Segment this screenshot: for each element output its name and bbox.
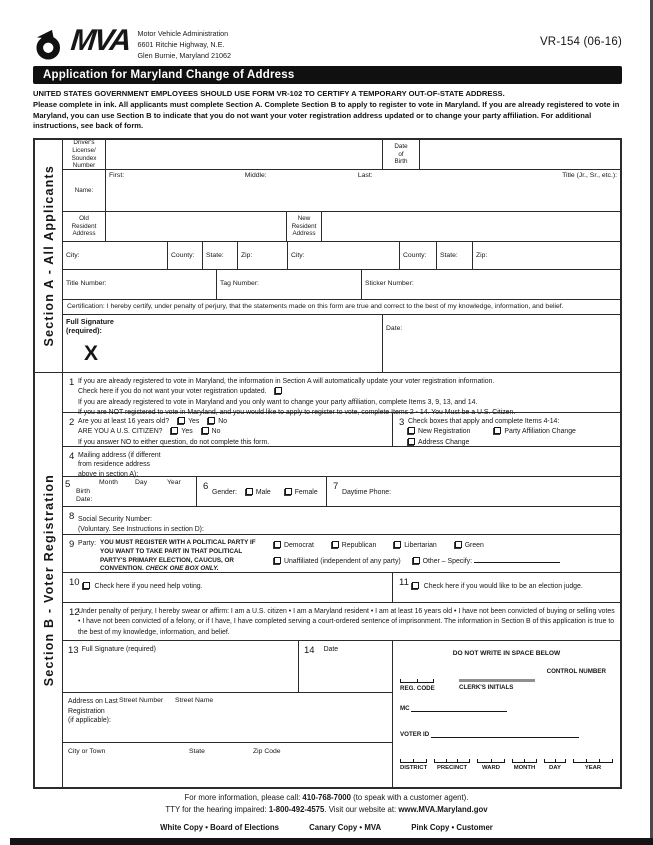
form-table bbox=[33, 138, 622, 789]
ward-comb bbox=[477, 759, 505, 763]
item-4-mailing-address-input[interactable]: 4 Mailing address (if different from residence address above in section A): bbox=[63, 447, 620, 476]
month-comb bbox=[512, 759, 537, 763]
item-5-number: 5 bbox=[65, 479, 71, 490]
mc-field: MC bbox=[400, 705, 507, 712]
clerks-initials-field: CLERK'S INITIALS bbox=[459, 679, 535, 691]
old-zip-input[interactable]: Zip: bbox=[238, 242, 288, 269]
ssn-voluntary-note: (Voluntary. See Instructions in section D): bbox=[78, 525, 204, 533]
item-14-date-input[interactable] bbox=[299, 641, 392, 692]
do-not-write-label: DO NOT WRITE IN SPACE BELOW bbox=[452, 650, 561, 657]
full-signature-label: Full Signature bbox=[66, 317, 114, 326]
party-green-checkbox[interactable] bbox=[455, 541, 462, 548]
age-no-checkbox[interactable] bbox=[208, 417, 215, 424]
item-8-number: 8 bbox=[69, 511, 75, 522]
item-3-number: 3 bbox=[399, 417, 405, 428]
gender-male-checkbox[interactable] bbox=[246, 488, 253, 495]
city-or-town-label: City or Town bbox=[68, 748, 106, 755]
item-5-birth-date-input[interactable]: 5 Month Day Year Birth Date: bbox=[63, 477, 197, 506]
party-unaffiliated-checkbox[interactable] bbox=[274, 557, 281, 564]
signature-date-input[interactable]: Date: bbox=[386, 325, 403, 332]
form-number: VR-154 (06-16) bbox=[539, 36, 622, 48]
item-4-number: 4 bbox=[69, 451, 75, 462]
citizen-question: ARE YOU A U.S. CITIZEN? bbox=[78, 428, 163, 436]
age-question: Are you at least 16 years old? bbox=[78, 418, 170, 425]
item-13-label: Full Signature (required) bbox=[81, 646, 156, 653]
reg-code-field: REG. CODE bbox=[400, 679, 434, 692]
control-number-label: CONTROL NUMBER bbox=[546, 668, 606, 675]
voter-id-line bbox=[431, 732, 579, 738]
item-10 bbox=[63, 573, 393, 602]
age-yes-checkbox[interactable] bbox=[178, 417, 185, 424]
party-democrat-checkbox[interactable] bbox=[274, 541, 281, 548]
gender-female-checkbox[interactable] bbox=[285, 488, 292, 495]
item-8-ssn-input[interactable] bbox=[63, 507, 620, 534]
election-judge-label: Check here if you would like to be an election judge. bbox=[423, 583, 583, 590]
mc-line bbox=[411, 706, 507, 712]
title-number-input[interactable]: Title Number: bbox=[63, 270, 217, 299]
footer-info-line: For more information, please call: 410-768-7000 (to speak with a customer agent). bbox=[184, 793, 469, 802]
date-of-birth-input[interactable] bbox=[420, 140, 620, 169]
voter-id-field: VOTER ID bbox=[400, 731, 579, 738]
oath-text: Under penalty of perjury, I hereby swear or affirm: I am a U.S. citizen • I am a Maryland resident • I am at least 16 years old • I have not been convicted of buying or selling votes • I have not been convicted of a felony, or if I have, I have completed serving a court-ordered sentence of imprisonment. The information in Section B of this application is true to the best of my knowledge, information, and belief. bbox=[78, 608, 615, 636]
help-voting-label: Check here if you need help voting. bbox=[94, 583, 203, 590]
election-judge-checkbox[interactable] bbox=[412, 582, 419, 589]
last-name-label: Last: bbox=[357, 172, 373, 179]
state-label: State bbox=[189, 748, 205, 755]
new-resident-address-label: New Resident Address bbox=[287, 212, 322, 241]
new-registration-checkbox[interactable] bbox=[408, 427, 415, 434]
tag-number-input[interactable]: Tag Number: bbox=[217, 270, 362, 299]
item-1-line4: If you are NOT registered to vote in Maryland, and you would like to apply to register to vote, complete Items 2 - 14. You Must be a U.S. Citizen. bbox=[78, 409, 516, 417]
item-11-number: 11 bbox=[399, 577, 409, 588]
intro-instructions bbox=[33, 89, 622, 132]
new-city-input[interactable]: City: bbox=[288, 242, 400, 269]
street-name-label: Street Name bbox=[175, 697, 214, 704]
item-3-header: Check boxes that apply and complete Items 4-14: bbox=[408, 418, 560, 425]
agency-line: Motor Vehicle Administration bbox=[137, 29, 229, 38]
item-1-number: 1 bbox=[69, 377, 75, 388]
zip-code-label: Zip Code bbox=[253, 748, 281, 755]
drivers-license-label: Driver's License/ Soundex Number bbox=[63, 140, 106, 169]
item-7-number: 7 bbox=[333, 481, 339, 492]
item-7-daytime-phone-input[interactable] bbox=[327, 477, 620, 506]
name-label: Name: bbox=[63, 170, 106, 211]
copy-distribution: White Copy • Board of Elections Canary Copy • MVA Pink Copy • Customer bbox=[160, 823, 493, 833]
drivers-license-input[interactable] bbox=[106, 140, 383, 169]
new-zip-input[interactable]: Zip: bbox=[476, 252, 488, 259]
item-2-number: 2 bbox=[69, 417, 75, 428]
gender-label: Gender: bbox=[212, 489, 237, 496]
item-3: 3 Check boxes that apply and complete Items 4-14: New Registration Party Affiliation Change Address Change bbox=[393, 413, 620, 446]
address-on-last-registration-input[interactable] bbox=[63, 693, 392, 743]
district-precinct-combs: DISTRICT PRECINCT WARD MONTH DAY YEAR bbox=[400, 759, 613, 771]
citizen-yes-checkbox[interactable] bbox=[171, 427, 178, 434]
party-libertarian-checkbox[interactable] bbox=[394, 541, 401, 548]
new-resident-address-input[interactable] bbox=[322, 212, 620, 241]
certification-statement: Certification: I hereby certify, under penalty of perjury, that the statements made on this form are true and correct to the best of my knowledge, information, and belief. bbox=[67, 303, 564, 310]
item-9-party bbox=[63, 535, 620, 572]
item-12-oath bbox=[63, 603, 620, 640]
old-resident-address-input[interactable] bbox=[106, 212, 287, 241]
old-city-input[interactable]: City: bbox=[63, 242, 168, 269]
month-label: Month bbox=[99, 479, 118, 486]
party-republican-checkbox[interactable] bbox=[332, 541, 339, 548]
reg-code-comb bbox=[400, 679, 434, 683]
citizen-no-checkbox[interactable] bbox=[202, 427, 209, 434]
clerk-panel bbox=[393, 641, 620, 787]
party-options: Democrat Republican Libertarian Green Unaffiliated (independent of any party) Other – Specify: bbox=[268, 537, 617, 570]
year-comb bbox=[573, 759, 613, 763]
party-other-input[interactable] bbox=[474, 556, 560, 563]
sticker-number-input[interactable]: Sticker Number: bbox=[365, 280, 414, 287]
new-state-input[interactable]: State: bbox=[437, 242, 473, 269]
item-10-number: 10 bbox=[69, 577, 80, 588]
agency-address bbox=[137, 26, 231, 61]
old-county-input[interactable]: County: bbox=[168, 242, 203, 269]
website-url: www.MVA.Maryland.gov bbox=[398, 805, 488, 815]
section-a-label bbox=[35, 140, 62, 373]
item-12-number: 12 bbox=[69, 607, 80, 618]
mva-logo-text: MVA bbox=[69, 24, 132, 57]
date-of-birth-label: Date of Birth bbox=[383, 140, 420, 169]
address-change-checkbox[interactable] bbox=[408, 438, 415, 445]
new-county-input[interactable]: County: bbox=[400, 242, 437, 269]
daytime-phone-label: Daytime Phone: bbox=[342, 489, 392, 496]
help-voting-checkbox[interactable] bbox=[83, 582, 90, 589]
party-label: Party: bbox=[78, 540, 96, 547]
city-state-zip-input[interactable] bbox=[63, 743, 392, 787]
middle-name-label: Middle: bbox=[244, 172, 267, 179]
scan-edge-bottom bbox=[10, 838, 653, 845]
phone-number: 410-768-7000 bbox=[302, 793, 351, 802]
old-resident-address-label: Old Resident Address bbox=[63, 212, 106, 241]
item-14-number: 14 bbox=[304, 645, 315, 656]
title-suffix-label: Title (Jr., Sr., etc.): bbox=[562, 172, 617, 179]
footer-tty-line: TTY for the hearing impaired: 1-800-492-4575. Visit our website at: www.MVA.Maryland.gov bbox=[165, 805, 488, 815]
tty-number: 1-800-492-4575 bbox=[268, 805, 325, 815]
section-b-label bbox=[35, 373, 62, 787]
party-other-checkbox[interactable] bbox=[413, 557, 420, 564]
intro-line1: UNITED STATES GOVERNMENT EMPLOYEES SHOULD USE FORM VR-102 TO CERTIFY A TEMPORARY OUT-OF-STATE ADDRESS. bbox=[33, 89, 505, 98]
item-1-line1: If you are already registered to vote in Maryland, the information in Section A will automatically update your voter registration information. bbox=[78, 378, 495, 385]
section-b-text: Section B - Voter Registration bbox=[41, 473, 56, 687]
signature-x-mark: X bbox=[84, 341, 99, 365]
precinct-comb bbox=[434, 759, 470, 763]
item-6-number: 6 bbox=[203, 481, 209, 492]
street-number-label: Street Number bbox=[119, 697, 164, 704]
section-a-text: Section A - All Applicants bbox=[41, 165, 56, 347]
item-11 bbox=[393, 573, 620, 602]
item-6-gender: 6 Gender: Male Female bbox=[197, 477, 327, 506]
item-1-line3: If you are already registered to vote in Maryland and you only want to change your party affiliation, complete Items 3, 9, 13, and 14. bbox=[78, 398, 478, 406]
address-on-last-registration-label: Address on Last Registration (if applicable): bbox=[68, 698, 118, 725]
item-1 bbox=[63, 373, 620, 417]
item-14-label: Date bbox=[323, 646, 339, 653]
item-9-number: 9 bbox=[69, 539, 75, 550]
name-input[interactable] bbox=[106, 170, 620, 211]
section-sidebar bbox=[35, 140, 63, 787]
item-1-line2: Check here if you do not want your voter registration updated. bbox=[78, 388, 267, 396]
ssn-label: Social Security Number: bbox=[78, 516, 152, 523]
mva-logo-icon bbox=[33, 28, 71, 60]
day-label: Day bbox=[135, 479, 148, 486]
item-2: 2 Are you at least 16 years old? Yes No ARE YOU A U.S. CITIZEN? Yes No If you answer NO to either question, do not complete this form. bbox=[63, 413, 393, 446]
agency-line: Glen Burnie, Maryland 21062 bbox=[137, 50, 231, 60]
form-title: Application for Maryland Change of Address bbox=[33, 66, 622, 84]
item-2-note: If you answer NO to either question, do not complete this form. bbox=[78, 438, 270, 446]
item-13-full-signature-input[interactable] bbox=[63, 641, 299, 692]
agency-line: 6601 Ritchie Highway, N.E. bbox=[137, 39, 225, 49]
required-label: (required): bbox=[66, 326, 102, 336]
header bbox=[33, 26, 622, 61]
no-voter-update-checkbox[interactable] bbox=[275, 387, 282, 394]
intro-body: Please complete in ink. All applicants must complete Section A. Complete Section B to apply to register to vote in Maryland. If you are already registered to vote in Maryland, you can use Section B to indicate that you do not want your voter registration address updated or to change your party affiliation. For additional instructions, see back of form. bbox=[33, 99, 620, 131]
party-affiliation-change-checkbox[interactable] bbox=[494, 427, 501, 434]
full-signature-field[interactable] bbox=[63, 315, 383, 372]
item-13-number: 13 bbox=[68, 645, 79, 656]
year-label: Year bbox=[167, 479, 181, 486]
district-comb bbox=[400, 759, 427, 763]
clerks-initials-line bbox=[459, 679, 535, 682]
day-comb bbox=[544, 759, 566, 763]
first-name-label: First: bbox=[109, 172, 125, 179]
party-warning: YOU MUST REGISTER WITH A POLITICAL PARTY IF YOU WANT TO TAKE PART IN THAT POLITICAL PARTY'S PRIMARY ELECTION, CAUCUS, OR CONVENTION. CHECK ONE BOX ONLY. bbox=[100, 539, 256, 573]
footer bbox=[0, 792, 653, 834]
old-state-input[interactable]: State: bbox=[203, 242, 238, 269]
